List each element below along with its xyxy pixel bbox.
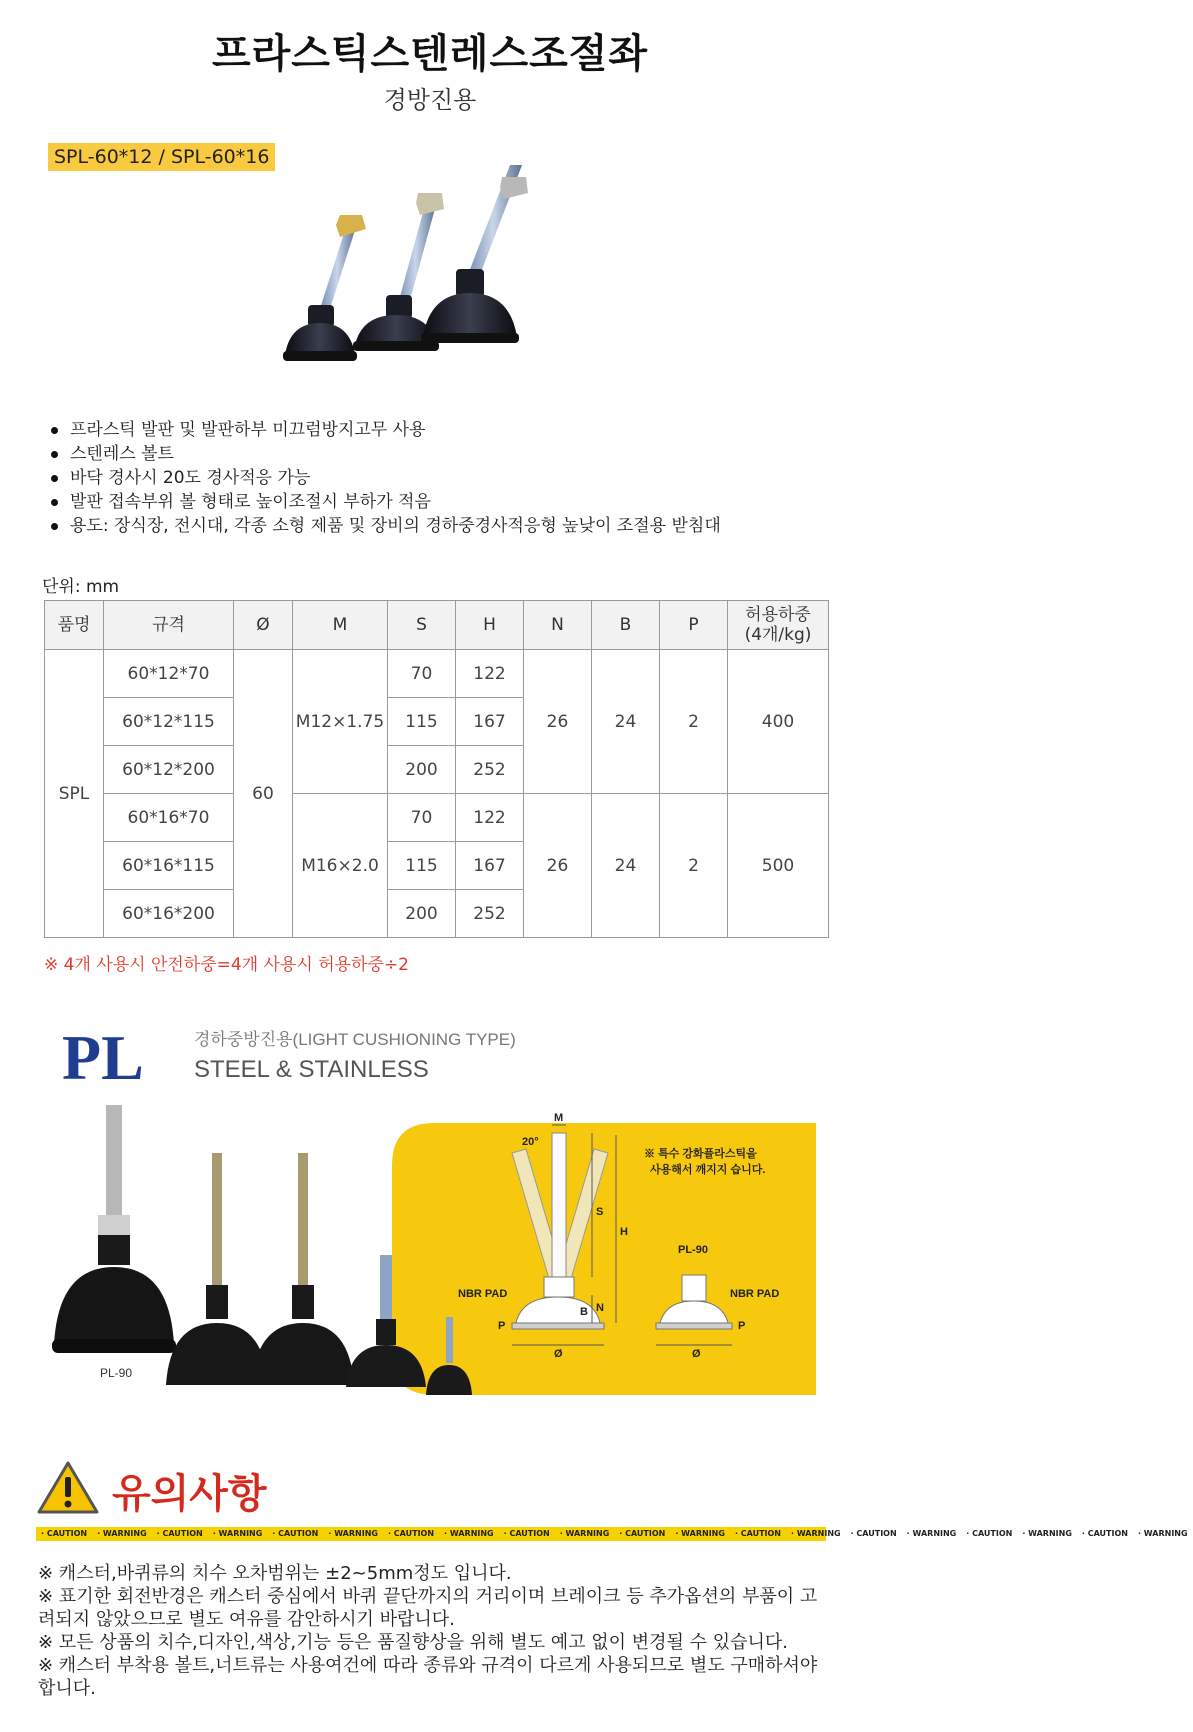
cell-spec: 60*12*115	[104, 698, 234, 746]
cell-h: 167	[456, 698, 524, 746]
cell-h: 122	[456, 794, 524, 842]
header-m: M	[293, 601, 388, 650]
cell-h: 167	[456, 842, 524, 890]
table-header-row	[45, 601, 829, 650]
caution-notices	[38, 1562, 828, 1700]
product-caption: PL-90	[100, 1366, 133, 1380]
b-label: B	[580, 1306, 588, 1318]
cell-spec: 60*12*70	[104, 650, 234, 698]
diagram-note-line1: ※ 특수 강화플라스틱을	[644, 1148, 757, 1160]
caution-title: 유의사항	[112, 1471, 267, 1517]
header-load-label: 허용하중	[745, 605, 811, 625]
caution-tape-word: · CAUTION	[619, 1529, 666, 1538]
cell-p: 2	[660, 650, 728, 794]
header-name: 품명	[45, 601, 104, 650]
caution-tape-word: · CAUTION	[503, 1529, 550, 1538]
cell-s: 200	[388, 746, 456, 794]
caution-tape-word: · CAUTION	[41, 1529, 88, 1538]
cell-m: M12×1.75	[293, 650, 388, 794]
cell-spec: 60*16*115	[104, 842, 234, 890]
pl-banner	[46, 1005, 816, 1405]
table-row	[45, 650, 829, 698]
leveling-foot-large	[421, 165, 528, 343]
nbr-pad-label-right: NBR PAD	[730, 1288, 780, 1300]
diagram-model-label: PL-90	[678, 1244, 708, 1256]
caution-tape-word: · WARNING	[906, 1529, 957, 1538]
header-s: S	[388, 601, 456, 650]
header-spec: 규격	[104, 601, 234, 650]
notice-item: ※ 캐스터 부착용 볼트,너트류는 사용여건에 따라 종류와 규격이 다르게 사용되므로 별도 구매하셔야 합니다.	[38, 1655, 818, 1699]
caution-tape-word: · WARNING	[444, 1529, 494, 1538]
feature-list	[48, 418, 721, 538]
notice-item: ※ 캐스터,바퀴류의 치수 오차범위는 ±2~5mm정도 입니다.	[38, 1563, 512, 1584]
caution-tape-word: · WARNING	[1022, 1529, 1072, 1538]
cell-b: 24	[592, 650, 660, 794]
cell-s: 115	[388, 698, 456, 746]
caution-tape	[36, 1527, 1188, 1541]
cell-spec: 60*16*200	[104, 890, 234, 938]
diameter-label: Ø	[554, 1348, 563, 1360]
caution-tape-word: · CAUTION	[850, 1529, 897, 1538]
caution-tape-word: · CAUTION	[156, 1529, 203, 1538]
caution-tape-word: · WARNING	[1137, 1529, 1188, 1538]
caution-tape-word: · WARNING	[212, 1529, 263, 1538]
leveling-foot-small	[283, 215, 366, 361]
feature-item: 스텐레스 볼트	[48, 442, 721, 466]
caution-tape-word: · CAUTION	[1081, 1529, 1128, 1538]
cell-s: 115	[388, 842, 456, 890]
m-label: M	[554, 1112, 564, 1124]
cell-name: SPL	[45, 650, 104, 938]
feature-item: 바닥 경사시 20도 경사적응 가능	[48, 466, 721, 490]
notice-item: ※ 모든 상품의 치수,디자인,색상,기능 등은 품질향상을 위해 별도 예고 없이 변경될 수 있습니다.	[38, 1632, 788, 1653]
cell-n: 26	[524, 794, 592, 938]
s-label: S	[596, 1206, 604, 1218]
header-diameter: Ø	[234, 601, 293, 650]
product-photo	[180, 165, 700, 390]
safety-load-note: ※ 4개 사용시 안전하중=4개 사용시 허용하중÷2	[44, 955, 409, 975]
caution-tape-word: · CAUTION	[272, 1529, 319, 1538]
cell-spec: 60*16*70	[104, 794, 234, 842]
page-subtitle: 경방진용	[383, 86, 477, 114]
p-label: P	[498, 1320, 506, 1332]
pl-logo: PL	[62, 1022, 144, 1093]
page-title: 프라스틱스텐레스조절좌	[211, 31, 649, 77]
cell-spec: 60*12*200	[104, 746, 234, 794]
cell-n: 26	[524, 650, 592, 794]
cell-h: 122	[456, 650, 524, 698]
diagram-note-line2: 사용해서 깨지지 습니다.	[650, 1164, 766, 1176]
caution-tape-word: · CAUTION	[387, 1529, 435, 1538]
cell-s: 70	[388, 650, 456, 698]
angle-label: 20°	[522, 1136, 539, 1148]
caution-tape-word: · WARNING	[791, 1529, 841, 1538]
header-h: H	[456, 601, 524, 650]
cell-m: M16×2.0	[293, 794, 388, 938]
warning-icon	[36, 1460, 100, 1516]
cell-load: 400	[728, 650, 829, 794]
cell-h: 252	[456, 746, 524, 794]
header-n: N	[524, 601, 592, 650]
n-label: N	[596, 1302, 604, 1314]
diameter-label-right: Ø	[692, 1348, 701, 1360]
caution-tape-word: · WARNING	[328, 1529, 378, 1538]
caution-tape-word: · CAUTION	[734, 1529, 782, 1538]
caution-tape-word: · CAUTION	[966, 1529, 1013, 1538]
cell-diameter: 60	[234, 650, 293, 938]
cell-s: 70	[388, 794, 456, 842]
feature-item: 발판 접속부위 볼 형태로 높이조절시 부하가 적음	[48, 490, 721, 514]
cell-load: 500	[728, 794, 829, 938]
model-tag: SPL-60*12 / SPL-60*16	[48, 143, 275, 171]
cell-s: 200	[388, 890, 456, 938]
header-load-unit: (4개/kg)	[744, 625, 812, 645]
cell-p: 2	[660, 794, 728, 938]
cell-b: 24	[592, 794, 660, 938]
cell-h: 252	[456, 890, 524, 938]
caution-tape-word: · WARNING	[559, 1529, 610, 1538]
header-p: P	[660, 601, 728, 650]
feature-item: 프라스틱 발판 및 발판하부 미끄럼방지고무 사용	[48, 418, 721, 442]
p-label-right: P	[738, 1320, 746, 1332]
pl-type-label: 경하중방진용(LIGHT CUSHIONING TYPE)	[194, 1030, 516, 1049]
caution-tape-word: · WARNING	[675, 1529, 725, 1538]
header-load	[728, 601, 829, 650]
notice-item: ※ 표기한 회전반경은 캐스터 중심에서 바퀴 끝단까지의 거리이며 브레이크 등 추가옵션의 부품이 고려되지 않았으므로 별도 여유를 감안하시기 바랍니다.	[38, 1586, 818, 1630]
pl-material: STEEL & STAINLESS	[194, 1056, 429, 1083]
unit-label: 단위: mm	[42, 577, 120, 597]
nbr-pad-label: NBR PAD	[458, 1288, 508, 1300]
header-b: B	[592, 601, 660, 650]
h-label: H	[620, 1226, 628, 1238]
feature-item: 용도: 장식장, 전시대, 각종 소형 제품 및 장비의 경하중경사적응형 높낮이 조절용 받침대	[48, 514, 721, 538]
caution-tape-word: · WARNING	[97, 1529, 147, 1538]
spec-table	[44, 600, 829, 938]
table-row	[45, 794, 829, 842]
